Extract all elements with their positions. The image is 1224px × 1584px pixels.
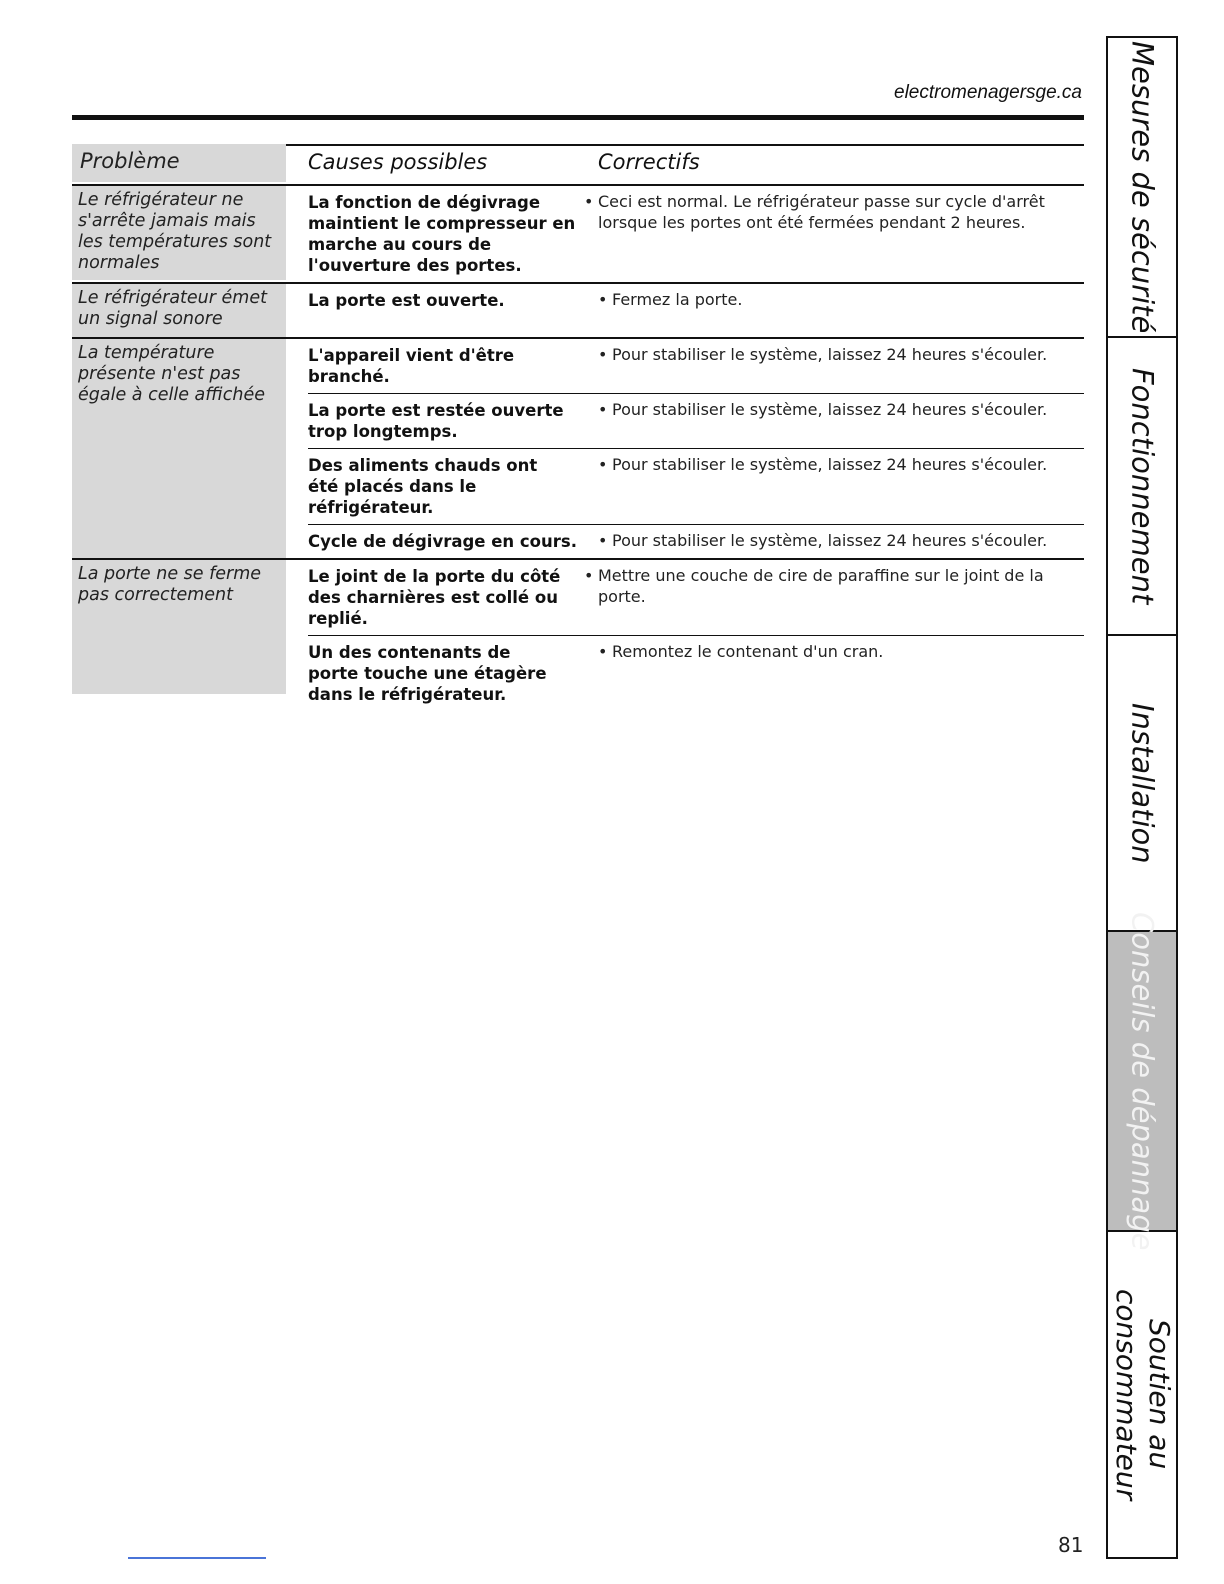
bullet: • <box>584 566 594 585</box>
fix-cell <box>598 398 1084 442</box>
fix-cell <box>598 288 1084 311</box>
cause-cell: Des aliments chauds ont été placés dans le réfrigérateur. <box>308 456 538 517</box>
problem-group <box>72 284 1084 339</box>
bullet: • <box>598 290 608 309</box>
tab-mesures-de-securite[interactable] <box>1108 38 1176 338</box>
table-row <box>308 186 1084 282</box>
bullet: • <box>598 400 608 419</box>
troubleshooting-table <box>72 144 1084 711</box>
tab-fonctionnement[interactable] <box>1108 338 1176 636</box>
tab-label: Conseils de dépannage <box>1125 911 1160 1251</box>
fix-text: Fermez la porte. <box>612 290 743 309</box>
header-fixes: Correctifs <box>598 150 700 174</box>
site-url: electromenagersge.ca <box>894 82 1082 103</box>
fix-text: Remontez le contenant d'un cran. <box>612 642 884 661</box>
cause-cell: Le joint de la porte du côté des charnières est collé ou replié. <box>308 567 561 628</box>
problem-group <box>72 186 1084 284</box>
bullet: • <box>598 345 608 364</box>
bullet: • <box>598 642 608 661</box>
fix-cell <box>584 190 1084 276</box>
problem-group <box>72 560 1084 711</box>
side-tabs <box>1106 36 1178 1559</box>
fix-text: Pour stabiliser le système, laissez 24 heures s'écouler. <box>612 455 1048 474</box>
problem-group <box>72 339 1084 560</box>
cause-cell: La porte est restée ouverte trop longtemps. <box>308 401 564 441</box>
bullet: • <box>584 192 594 211</box>
fix-cell <box>584 564 1084 629</box>
tab-label: Soutien au consommateur <box>1110 1288 1176 1501</box>
fix-cell <box>598 453 1084 518</box>
cause-cell: L'appareil vient d'être branché. <box>308 346 515 386</box>
problem-cell: La température présente n'est pas égale à celle affichée <box>72 339 286 558</box>
fix-text: Pour stabiliser le système, laissez 24 heures s'écouler. <box>612 400 1048 419</box>
fix-text: Pour stabiliser le système, laissez 24 heures s'écouler. <box>612 531 1048 550</box>
table-row <box>308 636 1084 711</box>
tab-label: Installation <box>1125 702 1160 864</box>
table-row <box>308 394 1084 449</box>
table-row <box>308 525 1084 558</box>
tab-installation[interactable] <box>1108 636 1176 932</box>
cause-cell: Cycle de dégivrage en cours. <box>308 532 577 551</box>
cause-cell: La fonction de dégivrage maintient le compresseur en marche au cours de l'ouverture des portes. <box>308 193 576 275</box>
fix-text: Mettre une couche de cire de paraffine sur le joint de la porte. <box>598 566 1044 606</box>
tab-conseils-de-depannage[interactable] <box>1108 911 1176 1251</box>
fix-cell <box>598 640 1084 705</box>
page-number: 81 <box>1058 1533 1084 1557</box>
problem-cell: Le réfrigérateur ne s'arrête jamais mais les températures sont normales <box>72 186 286 280</box>
fix-text: Pour stabiliser le système, laissez 24 heures s'écouler. <box>612 345 1048 364</box>
header-problem: Problème <box>72 144 286 182</box>
table-row <box>308 284 1084 317</box>
cause-cell: Un des contenants de porte touche une étagère dans le réfrigérateur. <box>308 643 547 704</box>
top-rule <box>72 115 1084 120</box>
tab-label: Mesures de sécurité <box>1125 40 1160 334</box>
tab-label: Fonctionnement <box>1125 367 1160 605</box>
fix-cell <box>598 529 1084 552</box>
tab-soutien-au-consommateur[interactable] <box>1108 1232 1176 1557</box>
fix-text: Ceci est normal. Le réfrigérateur passe sur cycle d'arrêt lorsque les portes ont été fermées pendant 2 heures. <box>598 192 1045 232</box>
cause-cell: La porte est ouverte. <box>308 291 505 310</box>
table-row <box>308 560 1084 636</box>
fix-cell <box>598 343 1084 387</box>
footer-rule <box>128 1557 266 1559</box>
table-row <box>308 449 1084 525</box>
problem-cell: Le réfrigérateur émet un signal sonore <box>72 284 286 337</box>
table-row <box>308 339 1084 394</box>
bullet: • <box>598 455 608 474</box>
problem-cell: La porte ne se ferme pas correctement <box>72 560 286 694</box>
header-causes: Causes possibles <box>308 150 488 174</box>
bullet: • <box>598 531 608 550</box>
table-header <box>72 144 1084 186</box>
